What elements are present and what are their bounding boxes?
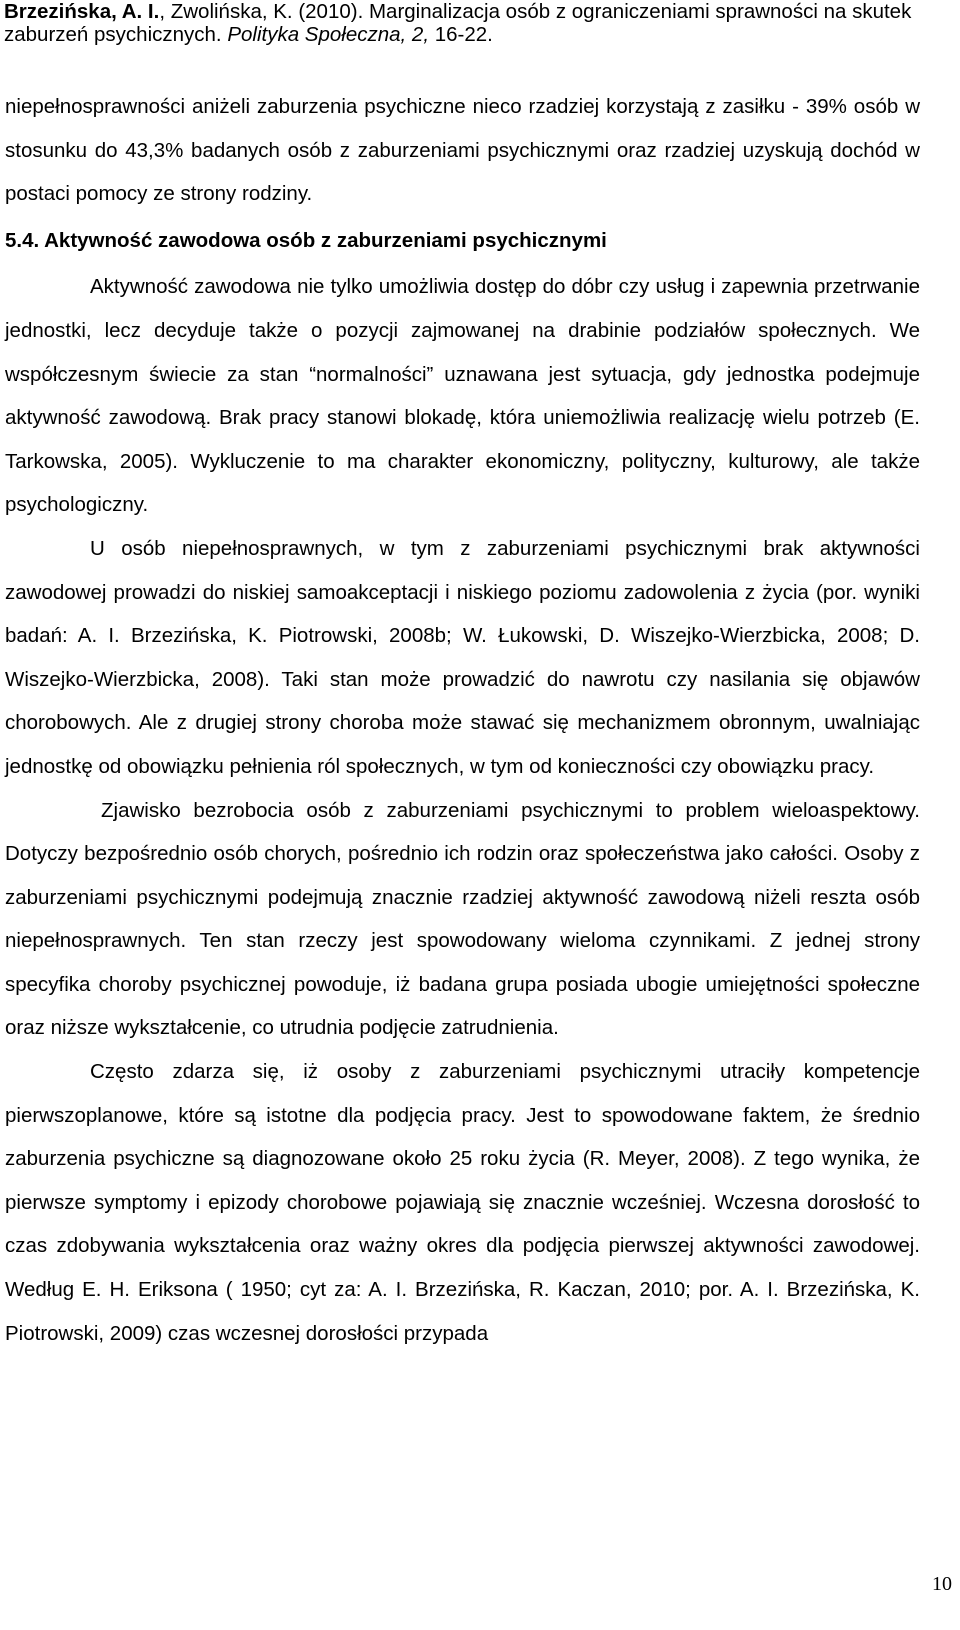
paragraph-continuation: niepełnosprawności aniżeli zaburzenia psychiczne nieco rzadziej korzystają z zasiłku - 39% osób w stosunku do 43,3% badanych osób z zaburzeniami psychicznymi oraz rzadziej uzyskują dochód w postaci pomocy ze strony rodziny. [5,95,920,206]
header-author: Brzezińska, A. I. [4,0,160,23]
paragraph-3: Zjawisko bezrobocia osób z zaburzeniami psychicznymi to problem wieloaspektowy. Dotyczy bezpośrednio osób chorych, pośrednio ich rodzin oraz społeczeństwa jako całości. Osoby z zaburzeniami psychicznymi podejmują znacznie rzadziej aktywność zawodową niżeli reszta osób niepełnosprawnych. Ten stan rzeczy jest spowodowany wieloma czynnikami. Z jednej strony specyfika choroby psychicznej powoduje, iż badana grupa posiada ubogie umiejętności społeczne oraz niższe wykształcenie, co utrudnia podjęcie zatrudnienia. [5,798,920,1040]
header-authors-title: , Zwolińska, K. (2010). Marginalizacja osób z ograniczeniami sprawności na skutek zaburzeń psychicznych. [4,0,912,46]
paragraph-2: U osób niepełnosprawnych, w tym z zaburzeniami psychicznymi brak aktywności zawodowej prowadzi do niskiej samoakceptacji i niskiego poziomu zadowolenia z życia (por. wyniki badań: A. I. Brzezińska, K. Piotrowski, 2008b; W. Łukowski, D. Wiszejko-Wierzbicka, 2008; D. Wiszejko-Wierzbicka, 2008). Taki stan może prowadzić do nawrotu czy nasilania się objawów chorobowych. Ale z drugiej strony choroba może stawać się mechanizmem obronnym, uwalniając jednostkę od obowiązku pełnienia ról społecznych, w tym od konieczności czy obowiązku pracy. [5,536,920,778]
body-text [5,85,920,1355]
citation-header [4,0,954,46]
header-pages: 16-22. [429,23,493,46]
header-journal: Polityka Społeczna, 2, [227,23,430,46]
paragraph-4: Często zdarza się, iż osoby z zaburzeniami psychicznymi utraciły kompetencje pierwszoplanowe, które są istotne dla podjęcia pracy. Jest to spowodowane faktem, że średnio zaburzenia psychiczne są diagnozowane około 25 roku życia (R. Meyer, 2008). Z tego wynika, że pierwsze symptomy i epizody chorobowe pojawiają się znacznie wcześniej. Wczesna dorosłość to czas zdobywania wykształcenia oraz ważny okres dla podjęcia pierwszej aktywności zawodowej. Według E. H. Eriksona ( 1950; cyt za: A. I. Brzezińska, R. Kaczan, 2010; por. A. I. Brzezińska, K. Piotrowski, 2009) czas wczesnej dorosłości przypada [5,1060,920,1345]
paragraph-1: Aktywność zawodowa nie tylko umożliwia dostęp do dóbr czy usług i zapewnia przetrwanie jednostki, lecz decyduje także o pozycji zajmowanej na drabinie podziałów społecznych. We współczesnym świecie za stan “normalności” uznawana jest sytuacja, gdy jednostka podejmuje aktywność zawodową. Brak pracy stanowi blokadę, która uniemożliwia realizację wielu potrzeb (E. Tarkowska, 2005). Wykluczenie to ma charakter ekonomiczny, polityczny, kulturowy, ale także psychologiczny. [5,275,920,517]
section-heading: 5.4. Aktywność zawodowa osób z zaburzeniami psychicznymi [5,228,607,252]
page-number: 10 [932,1573,952,1595]
